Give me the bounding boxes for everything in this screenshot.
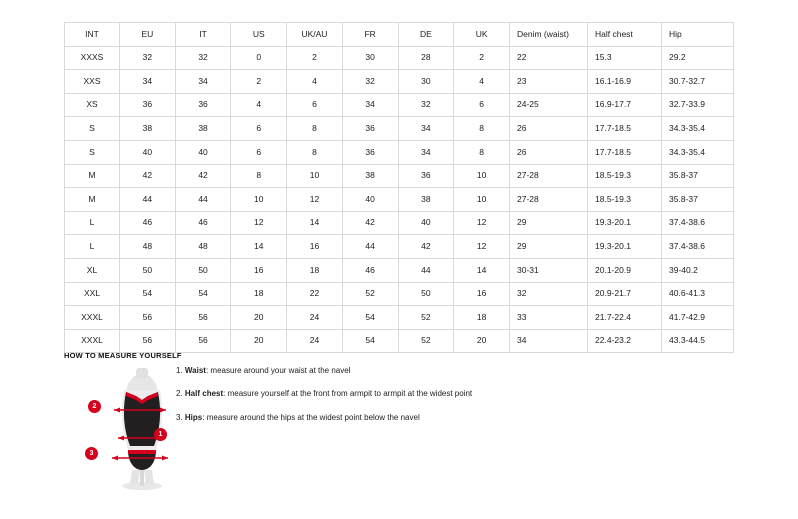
table-cell: 22.4-23.2: [588, 329, 662, 353]
table-cell: 17.7-18.5: [588, 117, 662, 141]
table-cell: 32: [120, 46, 176, 70]
table-cell: 27-28: [510, 188, 588, 212]
table-cell: 24: [287, 306, 343, 330]
table-row: [65, 258, 734, 282]
table-cell: 40: [175, 140, 231, 164]
table-cell: M: [65, 164, 120, 188]
table-cell: 34.3-35.4: [662, 117, 734, 141]
table-cell: 41.7-42.9: [662, 306, 734, 330]
table-cell: 8: [287, 117, 343, 141]
size-chart-container: [64, 22, 734, 353]
table-cell: 37.4-38.6: [662, 211, 734, 235]
table-cell: 20.9-21.7: [588, 282, 662, 306]
table-row: [65, 117, 734, 141]
table-header-cell: UK: [454, 23, 510, 47]
table-cell: 44: [342, 235, 398, 259]
table-cell: 4: [454, 70, 510, 94]
table-head: [65, 23, 734, 47]
table-cell: 20: [231, 329, 287, 353]
table-cell: 22: [287, 282, 343, 306]
table-cell: 34: [398, 117, 454, 141]
measure-step: [176, 413, 606, 423]
table-cell: 33: [510, 306, 588, 330]
table-cell: 16: [454, 282, 510, 306]
measure-step: [176, 366, 606, 376]
table-row: [65, 140, 734, 164]
table-row: [65, 164, 734, 188]
table-cell: 34: [398, 140, 454, 164]
step-term: Waist: [184, 366, 206, 375]
table-cell: 19.3-20.1: [588, 235, 662, 259]
table-cell: 18: [454, 306, 510, 330]
table-row: [65, 306, 734, 330]
table-cell: 38: [342, 164, 398, 188]
table-cell: 56: [120, 329, 176, 353]
table-cell: 12: [231, 211, 287, 235]
table-cell: 38: [120, 117, 176, 141]
table-cell: 52: [342, 282, 398, 306]
table-cell: 4: [231, 93, 287, 117]
table-cell: 50: [398, 282, 454, 306]
table-cell: 12: [287, 188, 343, 212]
callout-bullet-3: 3: [85, 447, 98, 460]
table-header-cell: EU: [120, 23, 176, 47]
table-header-cell: Denim (waist): [510, 23, 588, 47]
table-cell: 54: [342, 329, 398, 353]
table-cell: 0: [231, 46, 287, 70]
table-cell: 29: [510, 235, 588, 259]
table-cell: 26: [510, 117, 588, 141]
table-cell: 36: [342, 140, 398, 164]
table-cell: XXL: [65, 282, 120, 306]
table-cell: 17.7-18.5: [588, 140, 662, 164]
callout-bullet-1: 1: [154, 428, 167, 441]
table-cell: 34: [510, 329, 588, 353]
table-cell: S: [65, 117, 120, 141]
table-cell: 56: [120, 306, 176, 330]
table-cell: 50: [175, 258, 231, 282]
table-row: [65, 211, 734, 235]
table-cell: 6: [231, 140, 287, 164]
table-cell: 16.1-16.9: [588, 70, 662, 94]
table-cell: 46: [342, 258, 398, 282]
table-cell: 19.3-20.1: [588, 211, 662, 235]
table-header-cell: Half chest: [588, 23, 662, 47]
table-cell: 34: [120, 70, 176, 94]
table-cell: 14: [287, 211, 343, 235]
step-number: 2.: [176, 389, 183, 399]
table-cell: 32: [175, 46, 231, 70]
table-row: [65, 329, 734, 353]
table-cell: 36: [398, 164, 454, 188]
table-cell: 30.7-32.7: [662, 70, 734, 94]
table-cell: 50: [120, 258, 176, 282]
table-cell: XXXL: [65, 306, 120, 330]
step-term: Hips: [184, 412, 203, 422]
step-number: 1.: [176, 366, 183, 375]
table-cell: 34: [342, 93, 398, 117]
table-cell: 20: [231, 306, 287, 330]
table-cell: 30-31: [510, 258, 588, 282]
table-cell: 43.3-44.5: [662, 329, 734, 353]
size-chart-table: [64, 22, 734, 353]
table-cell: 29.2: [662, 46, 734, 70]
table-cell: 6: [287, 93, 343, 117]
table-row: [65, 282, 734, 306]
table-header-cell: IT: [175, 23, 231, 47]
table-cell: 38: [175, 117, 231, 141]
table-cell: XL: [65, 258, 120, 282]
table-cell: 39-40.2: [662, 258, 734, 282]
table-cell: 40: [120, 140, 176, 164]
table-cell: 30: [398, 70, 454, 94]
table-header-cell: Hip: [662, 23, 734, 47]
table-cell: 46: [120, 211, 176, 235]
table-cell: 40: [342, 188, 398, 212]
table-cell: 44: [175, 188, 231, 212]
how-to-measure-title: HOW TO MEASURE YOURSELF: [64, 351, 182, 360]
table-cell: 8: [287, 140, 343, 164]
callout-bullet-2: 2: [88, 400, 101, 413]
step-number: 3.: [176, 412, 183, 422]
table-cell: XS: [65, 93, 120, 117]
table-cell: 36: [342, 117, 398, 141]
table-cell: 35.8-37: [662, 188, 734, 212]
table-cell: 37.4-38.6: [662, 235, 734, 259]
table-cell: 29: [510, 211, 588, 235]
table-cell: 12: [454, 235, 510, 259]
table-row: [65, 46, 734, 70]
table-cell: 2: [454, 46, 510, 70]
table-cell: 10: [231, 188, 287, 212]
table-cell: L: [65, 235, 120, 259]
table-cell: 16: [287, 235, 343, 259]
table-cell: 36: [120, 93, 176, 117]
table-cell: 32.7-33.9: [662, 93, 734, 117]
table-cell: 48: [175, 235, 231, 259]
table-cell: L: [65, 211, 120, 235]
step-term: Half chest: [184, 389, 224, 399]
table-cell: 18.5-19.3: [588, 164, 662, 188]
table-cell: M: [65, 188, 120, 212]
table-cell: 42: [398, 235, 454, 259]
table-cell: 23: [510, 70, 588, 94]
table-header-cell: UK/AU: [287, 23, 343, 47]
table-header-cell: INT: [65, 23, 120, 47]
table-row: [65, 70, 734, 94]
table-cell: 2: [231, 70, 287, 94]
table-cell: 18.5-19.3: [588, 188, 662, 212]
step-text: : measure around the hips at the widest point below the navel: [202, 412, 420, 422]
measure-step: [176, 389, 606, 399]
table-cell: 52: [398, 329, 454, 353]
table-cell: 24-25: [510, 93, 588, 117]
table-header-row: [65, 23, 734, 47]
table-cell: 44: [398, 258, 454, 282]
table-cell: 44: [120, 188, 176, 212]
table-header-cell: FR: [342, 23, 398, 47]
measure-steps-list: [176, 366, 606, 436]
table-cell: 42: [342, 211, 398, 235]
table-cell: 46: [175, 211, 231, 235]
table-cell: XXXS: [65, 46, 120, 70]
table-row: [65, 93, 734, 117]
table-row: [65, 188, 734, 212]
table-cell: XXS: [65, 70, 120, 94]
table-cell: 18: [287, 258, 343, 282]
table-cell: 8: [231, 164, 287, 188]
table-cell: 22: [510, 46, 588, 70]
table-cell: 34: [175, 70, 231, 94]
table-cell: 56: [175, 329, 231, 353]
table-cell: 10: [287, 164, 343, 188]
table-cell: 52: [398, 306, 454, 330]
table-cell: 21.7-22.4: [588, 306, 662, 330]
table-header-cell: US: [231, 23, 287, 47]
table-cell: 35.8-37: [662, 164, 734, 188]
table-cell: 42: [175, 164, 231, 188]
table-cell: 24: [287, 329, 343, 353]
table-cell: 30: [342, 46, 398, 70]
table-cell: 8: [454, 117, 510, 141]
table-cell: 6: [231, 117, 287, 141]
table-cell: 28: [398, 46, 454, 70]
table-cell: 14: [454, 258, 510, 282]
table-cell: 4: [287, 70, 343, 94]
step-text: : measure around your waist at the navel: [205, 366, 351, 375]
table-cell: 32: [398, 93, 454, 117]
table-cell: 40: [398, 211, 454, 235]
table-cell: 38: [398, 188, 454, 212]
table-cell: 48: [120, 235, 176, 259]
table-cell: 56: [175, 306, 231, 330]
table-cell: 8: [454, 140, 510, 164]
table-cell: 36: [175, 93, 231, 117]
table-row: [65, 235, 734, 259]
table-cell: 20.1-20.9: [588, 258, 662, 282]
table-cell: 18: [231, 282, 287, 306]
table-cell: 34.3-35.4: [662, 140, 734, 164]
table-body: [65, 46, 734, 353]
table-cell: 12: [454, 211, 510, 235]
table-header-cell: DE: [398, 23, 454, 47]
table-cell: 54: [175, 282, 231, 306]
table-cell: 27-28: [510, 164, 588, 188]
table-cell: 42: [120, 164, 176, 188]
table-cell: XXXL: [65, 329, 120, 353]
table-cell: 54: [120, 282, 176, 306]
table-cell: 16.9-17.7: [588, 93, 662, 117]
table-cell: 54: [342, 306, 398, 330]
table-cell: 20: [454, 329, 510, 353]
table-cell: 6: [454, 93, 510, 117]
table-cell: 10: [454, 164, 510, 188]
table-cell: 32: [510, 282, 588, 306]
table-cell: S: [65, 140, 120, 164]
table-cell: 15.3: [588, 46, 662, 70]
table-cell: 2: [287, 46, 343, 70]
table-cell: 10: [454, 188, 510, 212]
table-cell: 16: [231, 258, 287, 282]
table-cell: 26: [510, 140, 588, 164]
table-cell: 14: [231, 235, 287, 259]
table-cell: 32: [342, 70, 398, 94]
table-cell: 40.6-41.3: [662, 282, 734, 306]
step-text: : measure yourself at the front from armpit to armpit at the widest point: [223, 389, 473, 399]
